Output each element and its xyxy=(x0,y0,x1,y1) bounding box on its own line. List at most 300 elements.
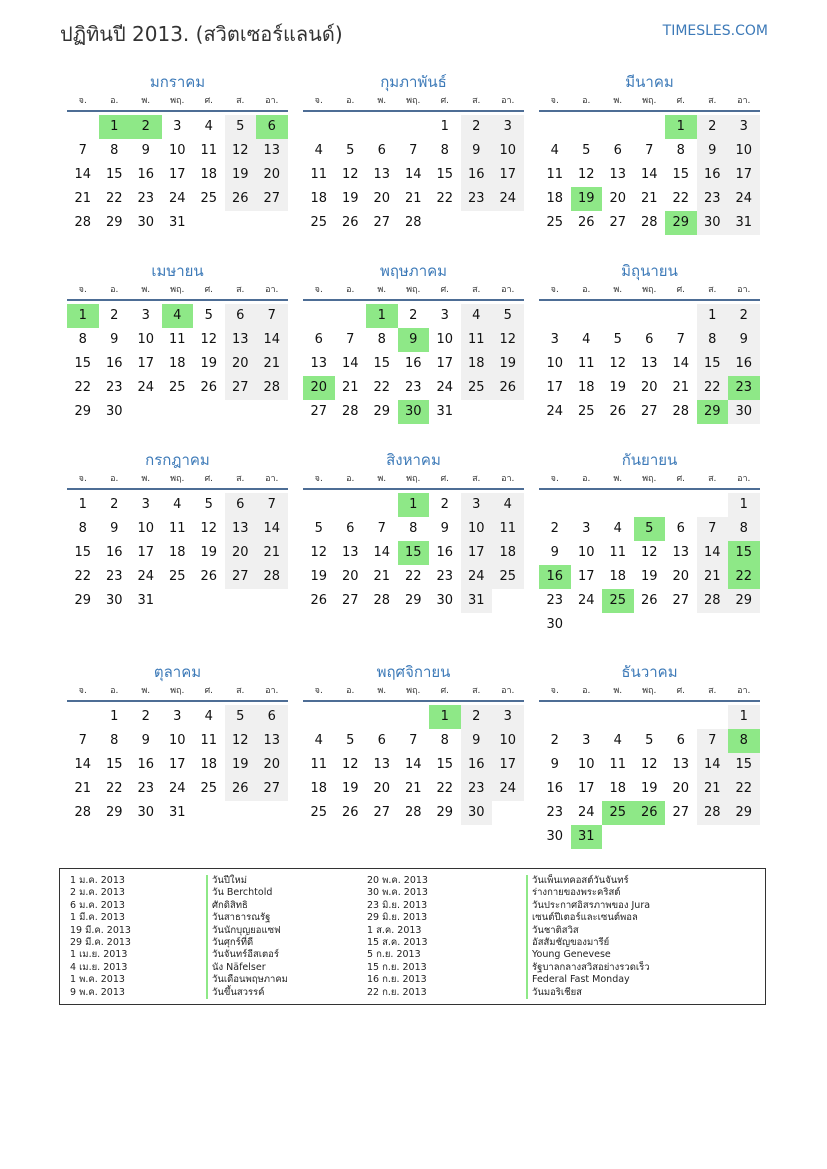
day-cell: 22 xyxy=(105,191,123,206)
weekday-label: จ. xyxy=(550,686,559,696)
day-cell: 12 xyxy=(640,545,658,560)
day-cell: 23 xyxy=(461,777,493,801)
day-cell: 22 xyxy=(373,380,391,395)
day-cell: 7 xyxy=(697,729,729,753)
weekday-label: พฤ. xyxy=(170,285,185,295)
empty-cell xyxy=(634,304,666,328)
day-cell: 5 xyxy=(346,733,355,748)
day-cell: 17 xyxy=(137,545,155,560)
day-grid xyxy=(67,304,288,424)
weekday-label: ส. xyxy=(472,96,481,106)
day-cell: 19 xyxy=(341,191,359,206)
empty-cell xyxy=(665,705,697,729)
day-cell: 23 xyxy=(105,380,123,395)
day-cell: 17 xyxy=(461,541,493,565)
day-cell: 18 xyxy=(200,757,218,772)
day-cell: 7 xyxy=(78,143,87,158)
weekday-label: ส. xyxy=(236,474,245,484)
day-cell: 25 xyxy=(602,801,634,825)
weekday-label: อ. xyxy=(110,686,119,696)
day-grid xyxy=(539,115,760,235)
month-name: ธันวาคม xyxy=(621,663,678,681)
day-grid xyxy=(539,705,760,849)
weekday-label: ศ. xyxy=(440,474,450,484)
day-cell: 8 xyxy=(697,328,729,352)
brand-link[interactable]: TIMESLES.COM xyxy=(662,23,768,39)
day-cell: 21 xyxy=(697,565,729,589)
empty-cell xyxy=(366,115,398,139)
day-cell: 11 xyxy=(168,332,186,347)
weekday-label: อ. xyxy=(346,285,355,295)
day-cell: 29 xyxy=(436,805,454,820)
day-cell: 30 xyxy=(137,805,155,820)
day-cell: 28 xyxy=(404,805,422,820)
day-cell: 28 xyxy=(341,404,359,419)
empty-cell xyxy=(602,613,634,637)
day-cell: 15 xyxy=(74,356,92,371)
day-cell: 25 xyxy=(310,215,328,230)
day-cell: 13 xyxy=(672,545,690,560)
day-cell: 14 xyxy=(640,167,658,182)
day-cell: 27 xyxy=(640,404,658,419)
weekday-label: พฤ. xyxy=(406,686,421,696)
day-cell: 3 xyxy=(141,308,150,323)
day-cell: 18 xyxy=(310,781,328,796)
day-cell: 31 xyxy=(436,404,454,419)
month-calendar xyxy=(539,261,760,424)
holiday-date: 23 มิ.ย. 2013 xyxy=(367,899,428,911)
day-cell: 15 xyxy=(105,167,123,182)
holiday-date: 6 ม.ค. 2013 xyxy=(70,899,125,911)
day-cell: 4 xyxy=(550,143,559,158)
holiday-name: วันประกาศอิสรภาพของ Jura xyxy=(526,900,650,912)
day-cell: 25 xyxy=(602,589,634,613)
day-cell: 2 xyxy=(461,705,493,729)
weekday-label: ศ. xyxy=(440,686,450,696)
day-cell: 31 xyxy=(728,211,760,235)
day-cell: 10 xyxy=(546,356,564,371)
day-cell: 17 xyxy=(728,163,760,187)
month-name: ตุลาคม xyxy=(153,663,202,681)
day-cell: 3 xyxy=(728,115,760,139)
day-cell: 10 xyxy=(168,143,186,158)
day-cell: 4 xyxy=(173,497,182,512)
empty-cell xyxy=(366,705,398,729)
weekday-label: อ. xyxy=(110,474,119,484)
empty-cell xyxy=(602,705,634,729)
day-cell: 13 xyxy=(672,757,690,772)
day-cell: 28 xyxy=(404,215,422,230)
holiday-name: วันสาธารณรัฐ xyxy=(206,912,288,924)
holiday-date: 22 ก.ย. 2013 xyxy=(367,986,427,998)
day-cell: 2 xyxy=(550,733,559,748)
day-cell: 12 xyxy=(200,521,218,536)
day-grid xyxy=(303,115,524,235)
day-cell: 14 xyxy=(341,356,359,371)
day-cell: 1 xyxy=(429,705,461,729)
day-cell: 6 xyxy=(676,733,685,748)
day-cell: 18 xyxy=(200,167,218,182)
weekday-label: อ. xyxy=(346,686,355,696)
empty-cell xyxy=(602,304,634,328)
day-cell: 27 xyxy=(373,215,391,230)
holiday-name: วันชาติสวิส xyxy=(526,925,650,937)
holiday-name: ศักดิสิทธิ xyxy=(206,900,288,912)
weekday-label: พ. xyxy=(141,686,151,696)
day-cell: 6 xyxy=(225,493,257,517)
day-cell: 13 xyxy=(256,729,288,753)
day-cell: 7 xyxy=(697,517,729,541)
holiday-name: วันขึ้นสวรรค์ xyxy=(206,987,288,999)
day-cell: 20 xyxy=(341,569,359,584)
weekday-header xyxy=(67,283,288,301)
empty-cell xyxy=(492,400,524,424)
day-cell: 3 xyxy=(550,332,559,347)
day-cell: 11 xyxy=(461,328,493,352)
empty-cell xyxy=(728,613,760,637)
day-cell: 17 xyxy=(137,356,155,371)
day-cell: 4 xyxy=(492,493,524,517)
empty-cell xyxy=(602,825,634,849)
empty-cell xyxy=(303,304,335,328)
weekday-label: พฤ. xyxy=(406,96,421,106)
day-cell: 13 xyxy=(225,517,257,541)
empty-cell xyxy=(193,211,225,235)
holiday-dates-col-1 xyxy=(70,875,131,999)
weekday-label: อ. xyxy=(582,474,591,484)
holiday-dates-col-2 xyxy=(367,875,428,999)
month-name: สิงหาคม xyxy=(386,451,441,469)
day-cell: 2 xyxy=(440,497,449,512)
day-cell: 23 xyxy=(404,380,422,395)
day-cell: 23 xyxy=(137,781,155,796)
day-cell: 6 xyxy=(256,705,288,729)
empty-cell xyxy=(335,705,367,729)
day-cell: 25 xyxy=(461,376,493,400)
day-cell: 8 xyxy=(377,332,386,347)
day-cell: 20 xyxy=(303,376,335,400)
day-cell: 8 xyxy=(440,143,449,158)
day-cell: 16 xyxy=(105,545,123,560)
day-cell: 7 xyxy=(645,143,654,158)
day-cell: 24 xyxy=(577,805,595,820)
day-cell: 29 xyxy=(728,589,760,613)
weekday-label: ศ. xyxy=(440,285,450,295)
empty-cell xyxy=(461,211,493,235)
holiday-date: 20 พ.ค. 2013 xyxy=(367,875,428,886)
day-cell: 27 xyxy=(373,805,391,820)
weekday-label: ศ. xyxy=(676,686,686,696)
weekday-label: อา. xyxy=(265,474,279,484)
day-cell: 2 xyxy=(461,115,493,139)
empty-cell xyxy=(634,493,666,517)
day-grid xyxy=(303,493,524,613)
empty-cell xyxy=(303,115,335,139)
day-cell: 17 xyxy=(168,167,186,182)
weekday-label: ส. xyxy=(236,96,245,106)
day-cell: 13 xyxy=(373,167,391,182)
day-cell: 18 xyxy=(310,191,328,206)
day-cell: 16 xyxy=(697,163,729,187)
holiday-date: 1 พ.ค. 2013 xyxy=(70,974,125,986)
day-cell: 21 xyxy=(373,569,391,584)
day-cell: 2 xyxy=(697,115,729,139)
day-cell: 15 xyxy=(436,757,454,772)
holiday-name: อัสสัมชัญของมารีย์ xyxy=(526,937,650,949)
day-cell: 24 xyxy=(436,380,454,395)
day-cell: 3 xyxy=(173,119,182,134)
day-cell: 29 xyxy=(105,215,123,230)
weekday-label: ศ. xyxy=(440,96,450,106)
empty-cell xyxy=(634,705,666,729)
weekday-label: พฤ. xyxy=(642,96,657,106)
month-name: มีนาคม xyxy=(625,73,674,91)
day-cell: 30 xyxy=(697,211,729,235)
day-cell: 5 xyxy=(225,705,257,729)
day-cell: 28 xyxy=(74,215,92,230)
day-cell: 8 xyxy=(78,332,87,347)
weekday-label: จ. xyxy=(78,285,87,295)
empty-cell xyxy=(492,211,524,235)
day-cell: 30 xyxy=(546,617,564,632)
day-cell: 4 xyxy=(162,304,194,328)
day-cell: 11 xyxy=(168,521,186,536)
day-cell: 16 xyxy=(539,565,571,589)
empty-cell xyxy=(634,115,666,139)
day-cell: 29 xyxy=(373,404,391,419)
weekday-label: อา. xyxy=(501,686,515,696)
day-cell: 12 xyxy=(577,167,595,182)
day-cell: 8 xyxy=(110,143,119,158)
empty-cell xyxy=(130,400,162,424)
day-cell: 3 xyxy=(141,497,150,512)
day-cell: 5 xyxy=(346,143,355,158)
empty-cell xyxy=(256,400,288,424)
month-calendar xyxy=(539,662,760,849)
day-cell: 4 xyxy=(613,733,622,748)
day-cell: 2 xyxy=(728,304,760,328)
day-cell: 6 xyxy=(676,521,685,536)
empty-cell xyxy=(225,801,257,825)
empty-cell xyxy=(162,400,194,424)
weekday-label: อ. xyxy=(582,285,591,295)
weekday-label: ศ. xyxy=(676,474,686,484)
day-cell: 10 xyxy=(168,733,186,748)
holiday-date: 2 ม.ค. 2013 xyxy=(70,887,125,899)
day-cell: 4 xyxy=(204,709,213,724)
day-cell: 6 xyxy=(377,143,386,158)
weekday-label: พ. xyxy=(613,686,623,696)
holiday-name: เซนต์ปีเตอร์และเซนต์พอล xyxy=(526,912,650,924)
day-cell: 1 xyxy=(728,705,760,729)
day-cell: 25 xyxy=(310,805,328,820)
weekday-header xyxy=(67,94,288,112)
day-cell: 11 xyxy=(492,517,524,541)
empty-cell xyxy=(571,115,603,139)
day-cell: 17 xyxy=(577,569,595,584)
day-cell: 4 xyxy=(314,143,323,158)
weekday-label: อ. xyxy=(346,474,355,484)
day-cell: 14 xyxy=(74,757,92,772)
day-cell: 27 xyxy=(256,187,288,211)
day-cell: 15 xyxy=(697,352,729,376)
day-cell: 23 xyxy=(137,191,155,206)
month-calendar xyxy=(303,662,524,825)
day-cell: 25 xyxy=(546,215,564,230)
day-cell: 9 xyxy=(110,332,119,347)
day-cell: 12 xyxy=(640,757,658,772)
month-calendar xyxy=(67,261,288,424)
day-cell: 9 xyxy=(550,545,559,560)
day-cell: 10 xyxy=(577,545,595,560)
day-cell: 14 xyxy=(404,167,422,182)
day-cell: 23 xyxy=(697,187,729,211)
day-cell: 12 xyxy=(310,545,328,560)
weekday-label: ส. xyxy=(236,285,245,295)
weekday-label: อา. xyxy=(737,686,751,696)
day-cell: 28 xyxy=(256,376,288,400)
day-cell: 9 xyxy=(550,757,559,772)
empty-cell xyxy=(602,493,634,517)
day-cell: 8 xyxy=(440,733,449,748)
day-cell: 21 xyxy=(74,781,92,796)
holiday-name: วันเดือนพฤษภาคม xyxy=(206,974,288,986)
weekday-label: อา. xyxy=(501,474,515,484)
empty-cell xyxy=(303,493,335,517)
page-title: ปฏิทินปี 2013. (สวิตเซอร์แลนด์) xyxy=(60,22,343,46)
day-cell: 15 xyxy=(373,356,391,371)
day-cell: 19 xyxy=(310,569,328,584)
day-cell: 3 xyxy=(492,115,524,139)
month-name: มกราคม xyxy=(149,73,206,91)
day-cell: 7 xyxy=(256,304,288,328)
day-cell: 25 xyxy=(168,380,186,395)
day-cell: 26 xyxy=(225,777,257,801)
day-cell: 1 xyxy=(110,709,119,724)
empty-cell xyxy=(429,211,461,235)
holiday-date: 16 ก.ย. 2013 xyxy=(367,974,427,986)
day-cell: 6 xyxy=(346,521,355,536)
day-cell: 5 xyxy=(634,517,666,541)
month-name: กันยายน xyxy=(621,451,678,469)
weekday-label: พฤ. xyxy=(170,686,185,696)
weekday-label: อ. xyxy=(582,96,591,106)
month-name: มิถุนายน xyxy=(621,262,678,280)
day-cell: 27 xyxy=(310,404,328,419)
day-cell: 30 xyxy=(105,593,123,608)
empty-cell xyxy=(225,211,257,235)
holiday-name: ร่างกายของพระคริสต์ xyxy=(526,887,650,899)
day-cell: 10 xyxy=(436,332,454,347)
day-cell: 16 xyxy=(436,545,454,560)
holiday-date: 15 ส.ค. 2013 xyxy=(367,937,428,949)
day-cell: 17 xyxy=(492,753,524,777)
month-name: พฤศจิกายน xyxy=(376,663,451,681)
empty-cell xyxy=(256,801,288,825)
weekday-label: ส. xyxy=(236,686,245,696)
day-cell: 15 xyxy=(105,757,123,772)
day-cell: 21 xyxy=(697,777,729,801)
holiday-name: Young Genevese xyxy=(526,949,650,961)
day-cell: 22 xyxy=(728,777,760,801)
weekday-header xyxy=(67,684,288,702)
month-name: เมษายน xyxy=(151,262,204,280)
day-cell: 18 xyxy=(546,191,564,206)
day-cell: 24 xyxy=(137,569,155,584)
day-cell: 26 xyxy=(634,801,666,825)
day-cell: 1 xyxy=(366,304,398,328)
empty-cell xyxy=(539,493,571,517)
empty-cell xyxy=(193,589,225,613)
empty-cell xyxy=(303,705,335,729)
empty-cell xyxy=(665,613,697,637)
day-cell: 2 xyxy=(110,308,119,323)
day-cell: 1 xyxy=(665,115,697,139)
day-cell: 12 xyxy=(341,167,359,182)
day-cell: 17 xyxy=(546,380,564,395)
empty-cell xyxy=(602,115,634,139)
day-cell: 24 xyxy=(546,404,564,419)
weekday-label: พฤ. xyxy=(642,686,657,696)
day-cell: 13 xyxy=(310,356,328,371)
holiday-name: Federal Fast Monday xyxy=(526,974,650,986)
day-cell: 30 xyxy=(105,404,123,419)
day-cell: 1 xyxy=(440,119,449,134)
day-cell: 19 xyxy=(200,545,218,560)
day-cell: 18 xyxy=(492,541,524,565)
day-cell: 9 xyxy=(141,143,150,158)
empty-cell xyxy=(665,493,697,517)
weekday-label: พฤ. xyxy=(642,474,657,484)
day-cell: 4 xyxy=(461,304,493,328)
weekday-label: อ. xyxy=(110,96,119,106)
empty-cell xyxy=(728,825,760,849)
day-cell: 10 xyxy=(461,517,493,541)
day-cell: 11 xyxy=(609,757,627,772)
day-cell: 16 xyxy=(461,753,493,777)
day-cell: 11 xyxy=(577,356,595,371)
weekday-label: ศ. xyxy=(204,474,214,484)
empty-cell xyxy=(335,493,367,517)
day-cell: 13 xyxy=(609,167,627,182)
weekday-header xyxy=(303,283,524,301)
day-cell: 30 xyxy=(398,400,430,424)
weekday-label: พ. xyxy=(613,474,623,484)
day-cell: 20 xyxy=(672,781,690,796)
day-cell: 26 xyxy=(577,215,595,230)
empty-cell xyxy=(571,304,603,328)
empty-cell xyxy=(634,613,666,637)
day-cell: 29 xyxy=(105,805,123,820)
day-cell: 23 xyxy=(436,569,454,584)
day-cell: 19 xyxy=(225,753,257,777)
day-grid xyxy=(539,304,760,424)
empty-cell xyxy=(492,801,524,825)
empty-cell xyxy=(193,801,225,825)
weekday-label: ส. xyxy=(472,474,481,484)
day-cell: 1 xyxy=(697,304,729,328)
day-cell: 20 xyxy=(225,352,257,376)
day-cell: 19 xyxy=(571,187,603,211)
day-grid xyxy=(303,705,524,825)
day-cell: 26 xyxy=(200,380,218,395)
day-cell: 1 xyxy=(78,497,87,512)
day-cell: 6 xyxy=(256,115,288,139)
weekday-label: พ. xyxy=(377,474,387,484)
day-cell: 15 xyxy=(728,541,760,565)
holiday-date: 19 มี.ค. 2013 xyxy=(70,924,131,936)
weekday-label: พ. xyxy=(141,474,151,484)
